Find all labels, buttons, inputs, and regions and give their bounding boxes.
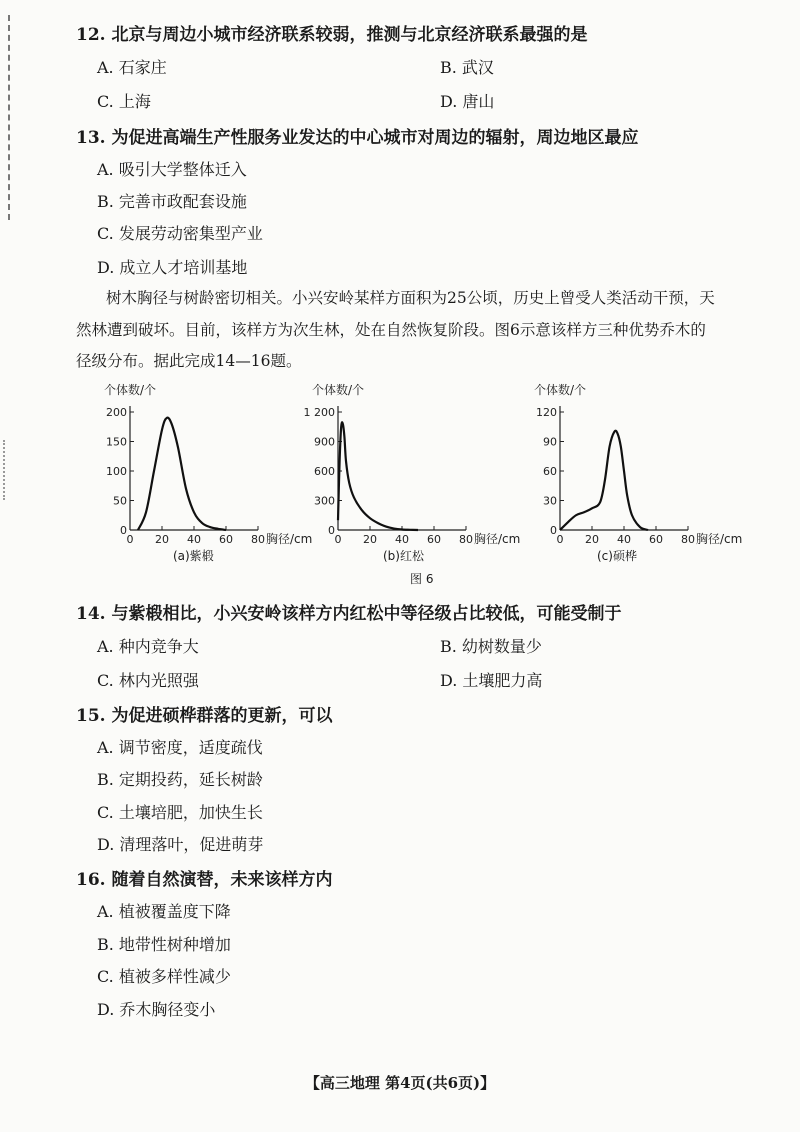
chart-a-ytick-label-1: 50 (113, 494, 127, 508)
chart-b-ylabel: 个体数/个 (312, 383, 365, 397)
question-15-stem: 15. 为促进硕桦群落的更新，可以 (76, 706, 333, 726)
chart-a-ytick-label-4: 200 (106, 406, 127, 419)
q15-option-c[interactable]: C. 土壤培肥，加快生长 (97, 803, 263, 822)
q13-option-d[interactable]: D. 成立人才培训基地 (97, 258, 248, 277)
chart-b-xlabel: 胸径/cm (474, 532, 521, 546)
chart-b-ytick-label-2: 600 (314, 465, 335, 478)
q15-option-d[interactable]: D. 清理落叶，促进萌芽 (97, 835, 264, 854)
chart-a-svg (100, 382, 313, 546)
chart-a-ytick-label-0: 0 (120, 524, 127, 537)
chart-a-ytick-label-2: 100 (106, 465, 127, 478)
chart-a-xtick-label-4: 80 (251, 533, 265, 546)
q16-option-c[interactable]: C. 植被多样性减少 (97, 967, 231, 986)
chart-b-xtick-label-0: 0 (334, 533, 342, 546)
question-14-stem: 14. 与紫椴相比，小兴安岭该样方内红松中等径级占比较低，可能受制于 (76, 604, 622, 624)
chart-a-xtick-label-0: 0 (126, 533, 134, 546)
q14-option-a[interactable]: A. 种内竞争大 (97, 637, 199, 656)
chart-b-ytick-label-1: 300 (314, 494, 335, 508)
passage-line-1: 树木胸径与树龄密切相关。小兴安岭某样方面积为25公顷，历史上曾受人类活动干预，天 (106, 289, 715, 307)
chart-b-ytick-label-3: 900 (314, 435, 335, 449)
chart-b-xtick-label-3: 60 (427, 533, 441, 546)
chart-c-xtick-label-2: 40 (617, 533, 631, 546)
chart-b-ytick-label-4: 1 200 (303, 406, 335, 419)
q16-option-a[interactable]: A. 植被覆盖度下降 (97, 902, 231, 921)
chart-a-ytick-label-3: 150 (106, 435, 127, 449)
q12-option-c[interactable]: C. 上海 (97, 92, 151, 111)
figure-label: 图 6 (410, 572, 434, 586)
chart-c-svg (530, 382, 760, 546)
chart-c (530, 382, 760, 546)
chart-c-ytick-label-2: 60 (543, 465, 557, 478)
q16-option-b[interactable]: B. 地带性树种增加 (97, 935, 231, 954)
q14-option-b[interactable]: B. 幼树数量少 (440, 637, 542, 656)
page-edge-marks-lower (3, 440, 7, 500)
chart-a-xlabel: 胸径/cm (266, 532, 313, 546)
chart-a-series-line (138, 418, 226, 530)
chart-b-ytick-label-0: 0 (328, 524, 335, 537)
q13-option-b[interactable]: B. 完善市政配套设施 (97, 192, 247, 211)
chart-c-xtick-label-4: 80 (681, 533, 695, 546)
chart-a-xtick-label-1: 20 (155, 533, 169, 546)
q13-option-a[interactable]: A. 吸引大学整体迁入 (97, 160, 247, 179)
chart-c-series-line (560, 431, 648, 530)
chart-b (303, 382, 538, 546)
chart-b-xtick-label-2: 40 (395, 533, 409, 546)
chart-b-xtick-label-1: 20 (363, 533, 377, 546)
q14-option-c[interactable]: C. 林内光照强 (97, 671, 199, 690)
chart-a-caption: (a)紫椴 (173, 549, 214, 563)
q15-option-a[interactable]: A. 调节密度，适度疏伐 (97, 738, 263, 757)
q15-option-b[interactable]: B. 定期投药，延长树龄 (97, 770, 263, 789)
chart-c-ylabel: 个体数/个 (534, 383, 587, 397)
chart-a-ylabel: 个体数/个 (104, 383, 157, 397)
chart-c-xtick-label-3: 60 (649, 533, 663, 546)
page-edge-marks (8, 15, 12, 220)
q12-option-b[interactable]: B. 武汉 (440, 58, 494, 77)
chart-c-xlabel: 胸径/cm (696, 532, 743, 546)
chart-c-ytick-label-0: 0 (550, 524, 557, 537)
q14-option-d[interactable]: D. 土壤肥力高 (440, 671, 543, 690)
chart-b-xtick-label-4: 80 (459, 533, 473, 546)
question-13-stem: 13. 为促进高端生产性服务业发达的中心城市对周边的辐射，周边地区最应 (76, 128, 639, 148)
chart-c-caption: (c)硕桦 (597, 549, 637, 563)
q13-option-c[interactable]: C. 发展劳动密集型产业 (97, 224, 263, 243)
chart-c-ytick-label-4: 120 (536, 406, 557, 419)
question-16-stem: 16. 随着自然演替，未来该样方内 (76, 870, 333, 890)
chart-b-series-line (338, 422, 418, 530)
chart-b-svg (303, 382, 538, 546)
chart-c-ytick-label-3: 90 (543, 435, 557, 449)
chart-a (100, 382, 313, 546)
chart-a-xtick-label-3: 60 (219, 533, 233, 546)
chart-a-xtick-label-2: 40 (187, 533, 201, 546)
passage (76, 283, 781, 378)
chart-c-xtick-label-0: 0 (556, 533, 564, 546)
q12-option-a[interactable]: A. 石家庄 (97, 58, 167, 77)
question-12-stem: 12. 北京与周边小城市经济联系较弱，推测与北京经济联系最强的是 (76, 25, 588, 45)
page-footer: 【高三地理 第4页(共6页)】 (304, 1074, 496, 1092)
passage-line-2: 然林遭到破坏。目前，该样方为次生林，处在自然恢复阶段。图6示意该样方三种优势乔木的 (76, 320, 706, 339)
chart-c-xtick-label-1: 20 (585, 533, 599, 546)
q12-option-d[interactable]: D. 唐山 (440, 92, 495, 111)
q16-option-d[interactable]: D. 乔木胸径变小 (97, 1000, 216, 1019)
chart-b-caption: (b)红松 (383, 549, 424, 563)
chart-c-ytick-label-1: 30 (543, 494, 557, 508)
passage-line-3: 径级分布。据此完成14—16题。 (76, 352, 302, 370)
